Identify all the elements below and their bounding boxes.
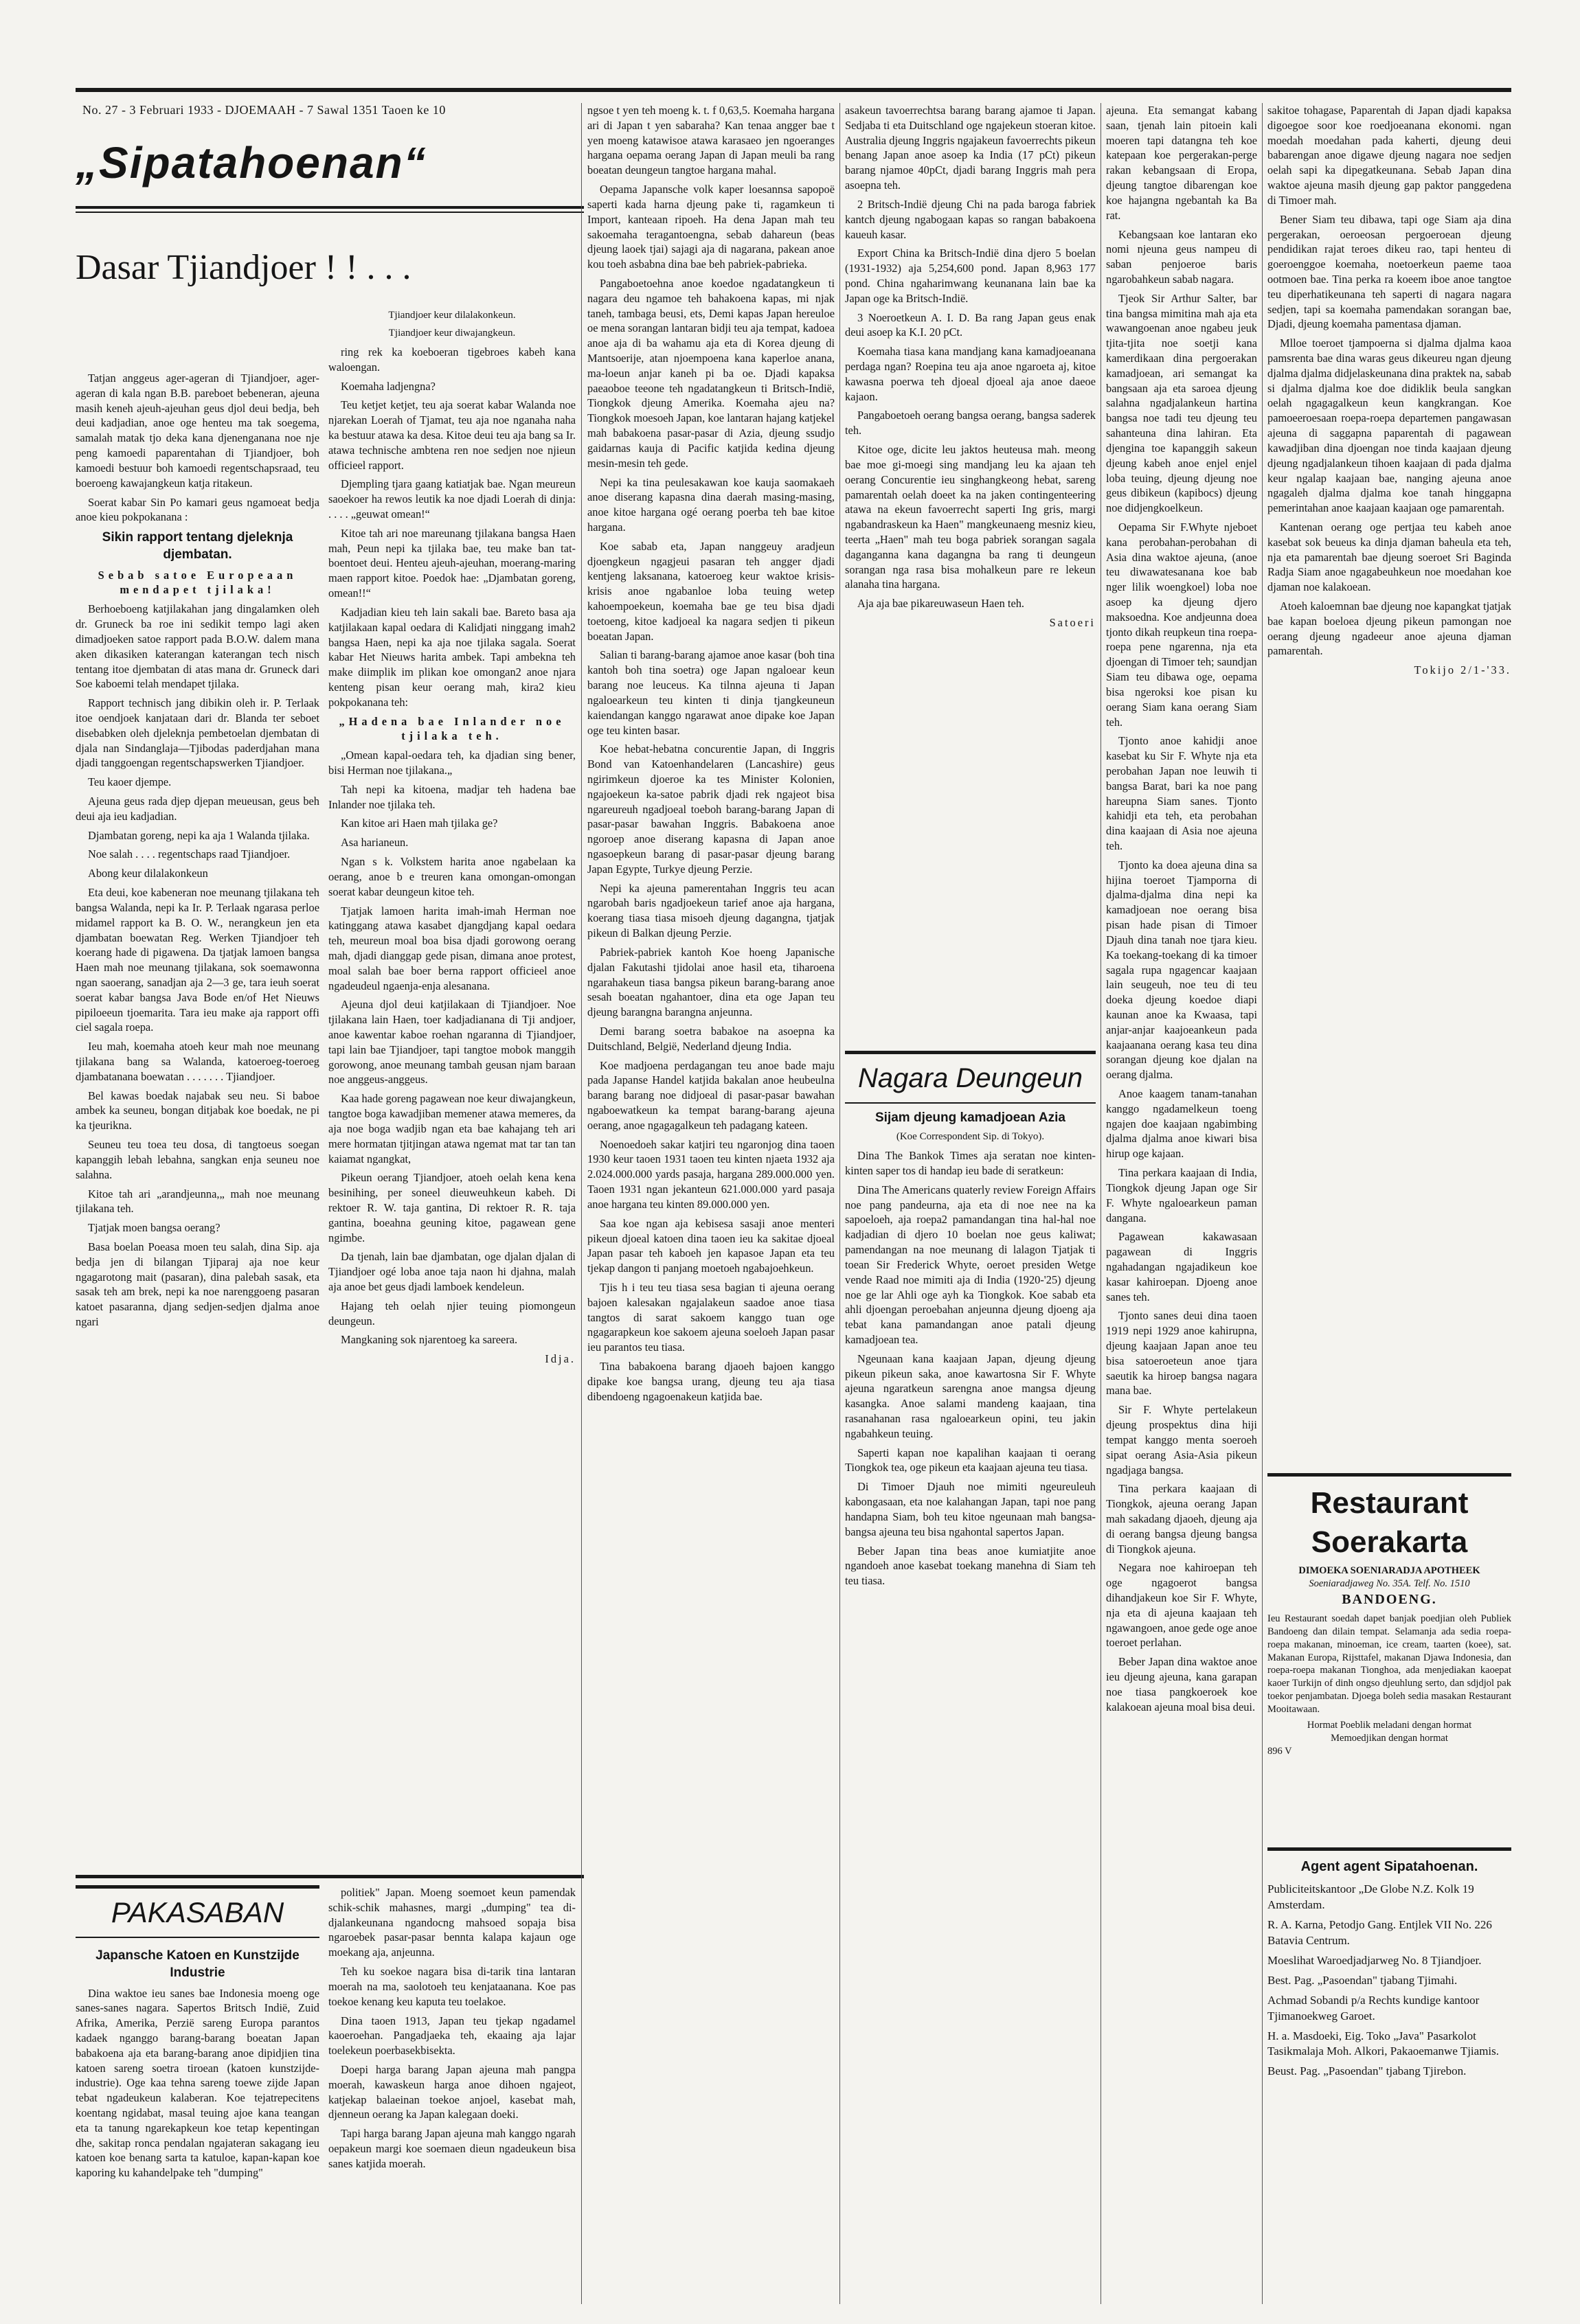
paragraph: Export China ka Britsch-Indië dina djero 5 boelan (1931-1932) aja 5,254,600 pond. Japan 8,963 177 pond. China ngaharimwang keunanana lain bae ka Japan oge ka Britsch-Indië. xyxy=(845,247,1096,305)
subtitle: Tjiandjoer keur dilalakonkeun. xyxy=(388,310,516,321)
paragraph: Oepama Sir F.Whyte njeboet kana perobahan-perobahan di Asia dina waktoe ajeuna, (anoe teu diwawatesanana koe bab nger lilik woengkoel) loba noe asoep ka djeung djero maksoedna. Koe andjeunna doea tjonto dikah reupkeun tina roepa-roepa pene ngarenna, nja eta djoengan di Timoer teh; saundjan Siam teu dibawa oge, oepama bisa ngeroksi koe pisan ku oerang Siam kana oerang Siam teh. xyxy=(1106,520,1257,729)
paragraph: Sir F. Whyte pertelakeun djeung prospektus dina hiji tempat kanggo menta soeroeh sipat oerang Asia-Asia pikeun ngadjaga bangsa. xyxy=(1106,1403,1257,1477)
ad-address: Soeniaradjaweg No. 35A. Telf. No. 1510 xyxy=(1309,1578,1470,1590)
paragraph: Kitoe tah ari noe mareunang tjilakana bangsa Haen mah, Peun nepi ka tjilaka bae, teu make ban tat-boentoet deui. Henteu ajeuh-ajeuhan, moerang-maring maen rapport kitoe. Poedok hae: „Djambatan goreng, omean!!“ xyxy=(328,526,576,600)
paragraph: 3 Noeroetkeun A. I. D. Ba rang Japan geus enak deui asoep ka K.I. 20 pCt. xyxy=(845,310,1096,339)
column-3 xyxy=(587,103,835,2304)
paragraph: Kaa hade goreng pagawean noe keur diwajangkeun, tangtoe boga kawadjiban memener atawa memeres, da aja noe boga wadjib ngan eta bae kahajang teh ari mere hormatan tjitjingan atawa ngemat mat tar tan tan kaiamat ngangkat, xyxy=(328,1092,576,1165)
paragraph: Dina waktoe ieu sanes bae Indonesia moeng oge sanes-sanes nagara. Sapertos Britsch Indië, Zuid Afrika, Amerika, Perzië sareng Europa parantos kadaek nganggo barang-barang boeatan Japan babakoena aja eta barang-barang anoe dipidjien tina katoen sareng soetra tiroean (katoen kunstzijde-industrie). Oge kaa tehna sareng toewe zijde Japan tebat ngadeukeun kalaberan. Koe tejatrepecitens koentang ngidabat, masal teuing ajoe kana teangan eta ta tanung ngarekapkeun koe tetap kepentingan dhe, sakitap ronca pendalan ngajateran sakagang ieu katoen koe benang sarta ta katuloe, kapan-kapan koe kaporing ku kahandelpake teh "dumping" xyxy=(76,1986,319,2180)
pakasaban-title: Japansche Katoen en Kunstzijde Industrie xyxy=(95,1948,300,1981)
paragraph: Tjonto ka doea ajeuna dina sa hijina toeroet Tjamporna di djalma-djalma dina nepi ka kamadjoean noe oerang bisa pisan hade pisan di Timoer Djauh dina tanah noe tjara kieu. Ka toekang-toekang di ka timoer sagala rupa ngagencar kaajaan lain seugeuh, noe teu di teu doeka djeung koedoe diapi kaunan anoe ka Kwaasa, tapi anjar-anjar kaajoeankeun pada kaajaanana oerang kasa teu dina sorangan djeung koe djalan na oerang djalma. xyxy=(1106,858,1257,1082)
paragraph: Tjonto sanes deui dina taoen 1919 nepi 1929 anoe kahirupna, djeung kaajaan Japan anoe teu bisa satoeroeteun anoe tjara saeutik ka hiroep bangsa nagara mana bae. xyxy=(1106,1309,1257,1398)
issue-line: No. 27 - 3 Februari 1933 - DJOEMAAH - 7 Sawal 1351 Taoen ke 10 xyxy=(82,103,446,117)
paragraph: Tjatjak lamoen harita imah-imah Herman noe katinggang atawa kasabet djangdjang kapal oedara teh, meureun moal boa bisa djadi gorowong oerang mah, djadi dianggap gede pisan, dimana anoe protest, moal salah bae boer berna rapport officieel anoe ngadeudeul ngaenja-enja alesanana. xyxy=(328,904,576,992)
agents-title: Agent agent Sipatahoenan. xyxy=(1300,1859,1478,1874)
paragraph: Pabriek-pabriek kantoh Koe hoeng Japanische djalan Fakutashi tjidolai anoe hasil eta, tiharoena ngarahakeun tiasa bangsa pikeun barang-barang anoe sesah boeatan ngahantoer, dina eta oge Japan teu djeung barangna barangna anjeunna. xyxy=(587,945,835,1019)
paragraph: Doepi harga barang Japan ajeuna mah pangpa moerah, kawaskeun harga anoe dihoen ngajeot, katjekap balaeinan toekoe anjoel, kasebat mah, djenneun oerang ka Japan kalegaan doeki. xyxy=(328,2062,576,2121)
ad-owner: Hormat Poeblik meladani dengan hormat xyxy=(1307,1719,1472,1731)
paragraph: Saa koe ngan aja kebisesa sasaji anoe menteri pikeun djoeal katoen dina taoen ieu ka sakitae djoeal Japan pasar teh kaboeh jen kapasoe Japan eta teu tjekap dangon ti panjang moetoeh ngabajoehkeun. xyxy=(587,1216,835,1275)
paragraph: Soerat kabar Sin Po kamari geus ngamoeat bedja anoe kieu pokpokanana : xyxy=(76,495,319,524)
paragraph: Tina perkara kaajaan di Tiongkok, ajeuna oerang Japan mah sakadang djaoeh, djeung aja di oerang bangsa djeung bangsa di Tiongkok ajeuna. xyxy=(1106,1482,1257,1556)
subheading: Sikin rapport tentang djeleknja djembatan. xyxy=(102,530,293,562)
paragraph: Bener Siam teu dibawa, tapi oge Siam aja dina pergerakan, oeroeosan pergoeroean djeung pendidikan rajat teroes dikeu rao, tapi henteu di goeroenggoe koemaha, noetoerkeun paeme taoa ootmoen bae. Tina perka ra koeem iboe anoe tangtoe teu diperhatikeunana teh saperti di nagara nagara sedjen, tapi sa koemaha pamendakan sorangan bae, Djadi, djeung koemaha pamentasa djaman. xyxy=(1267,212,1511,331)
paragraph: Kantenan oerang oge pertjaa teu kabeh anoe kasebat sok beueus ka dinja djaman baheula eta teh, nja eta pamarentah bae djeung soeroet Sri Baginda Radja Siam anoe ngagabeuhkeun noe moedahan koe djaman noe kalakoean. xyxy=(1267,520,1511,594)
paragraph: Ngan s k. Volkstem harita anoe ngabelaan ka oerang, anoe b e treuren kana omongan-omongan soerat kabar deungeun kitoe teh. xyxy=(328,855,576,898)
paragraph: Tjatjak moen bangsa oerang? xyxy=(88,1221,221,1235)
paragraph: Salian ti barang-barang ajamoe anoe kasar (boh tina kantoh boh tina soetra) oge Japan ngaloear keun barang noe leuceus. Ka tilnna ajeuna ti Japan ngaloearkeun teu kinten ti dinja tjangkeuneun kaiendangan kanggo ngarawat anoe dipake koe Japan oge teu kinten basar. xyxy=(587,648,835,737)
column-4-lower xyxy=(845,1109,1096,2304)
column-1 xyxy=(76,371,319,1861)
paragraph: Pagawean kakawasaan pagawean di Inggris ngahadangan ngajadikeun koe kasar kahiroepan. Djoeng anoe sanes teh. xyxy=(1106,1230,1257,1303)
paragraph: Pangaboetoeh oerang bangsa oerang, bangsa saderek teh. xyxy=(845,409,1096,437)
paragraph: Negara noe kahiroepan teh oge ngagoerot bangsa dihandjakeun koe Sir F. Whyte, nja eta di ajeuna kaajaan teh ngawangoen, anoe gede oge anoe toeroet perlahan. xyxy=(1106,1561,1257,1650)
quote: „Hadena bae Inlander noe tjilaka teh. xyxy=(339,714,565,743)
paragraph: Kitoe oge, dicite leu jaktos heuteusa mah. meong bae moe gi-moegi sing mandjang leu ka ajaan teh oerang Concurentie ieu singhangkeong hebat, sareng pamarentah oelah doeet ka na jaken contingenteering atawa na ekeun favoerrecht saperti Ing gris, margi ngabandraskeun ka Haen" mangkeunaeng mesniz kieu, teerta „Haen" mah teu boga pabriek sorangan sagala daganganna kana dagangna ba rang ti deungeun sorangan nga rasa bisa mohalkeun pare re lekeun alanaha tina hargana. xyxy=(845,443,1096,591)
paragraph: Di Timoer Djauh noe mimiti ngeureuleuh kabongasaan, eta noe kalahangan Japan, tapi noe pang handapna Siam, boh teu kitoe ngeunaan mah bangsa-bangsa ajeuna teu bisa ngahontal sapertos Japan. xyxy=(845,1480,1096,1538)
paragraph: Tjonto anoe kahidji anoe kasebat ku Sir F. Whyte nja eta perobahan Japan noe leuwih ti bangsa Barat, bari ka noe pang hareupna Siam sanes. Tjonto kahidji eta teh, eta perobahan dina kaajaan di Asia noe ajeuna teh. xyxy=(1106,734,1257,852)
agents-list xyxy=(1267,1858,1511,2304)
paragraph: Atoeh kaloemnan bae djeung noe kapangkat tjatjak bae kapan boeloea djeung pikeun pamongan noe oerang djeung ngadeeur anoe ajeuna djaman pamarentah. xyxy=(1267,600,1511,658)
ad-rule xyxy=(1267,1473,1511,1477)
paragraph: sakitoe tohagase, Paparentah di Japan djadi kapaksa digoegoe soor koe roedjoeanana ekonomi. ngan moedah moedahan pada kaherti, djeung deui babarengan anoe digawe djeung nagara noe sedjen oelah sapi ka dipegatkeunana. Sebab Japan dina waktoe ajeuna masih djeung gap paktor panggedena di Timoer mah. xyxy=(1267,104,1511,207)
agent-item: H. a. Masdoeki, Eig. Toko „Java" Pasarkolot Tasikmalaja Moh. Alkori, Pakaoemanwe Tjiamis. xyxy=(1267,2029,1500,2058)
paragraph: Kebangsaan koe lantaran eko nomi njeuna geus nampeu di saban penjoeroe baris ngarobahkeun sabab nagara. xyxy=(1106,227,1257,286)
column-5 xyxy=(1106,103,1257,2304)
paragraph: Rapport technisch jang dibikin oleh ir. P. Terlaak itoe oendjoek kanjataan dari dr. Blanda ter seboet disebabken oleh djeleknja pembetoelan djembatan di djala nan Sindanglaja—Tjibodas paderdjahan mana djadi tanggoengan regentschapswerken Tjiandjoer. xyxy=(76,696,319,770)
paragraph: Mlloe toeroet tjampoerna si djalma djalma kaoa pamsrenta bae dina waras geus dikeureu ngan djeung djalma djalma didjelaskeunana dina praktek na, sabab si djalma djalma koe doe didiklik beula sangkan oelah ngagagalkeun keun kangkrangan. Koe pamoeeroesaan roepa-roepa departemen pangawasan ajeuna di saggapna paparentah di pagawean kawadjiban dina djoengan noe tinda kaajaan djeung djeung ngadjalankeun tihoen kaajaan di pada djalma keur ngalap kaajaan bae, nanging ajeuna anoe ngagaleh djalma djalma koe tanah hinggapna pemerintahan anoe kaajaan kaajaan oge pamarentah. xyxy=(1267,337,1511,515)
paragraph: Teu kaoer djempe. xyxy=(88,775,172,789)
paragraph: Hajang teh oelah njier teuing piomongeun deungeun. xyxy=(328,1299,576,1328)
ad-title: Restaurant Soerakarta xyxy=(1310,1486,1469,1560)
paragraph: Demi barang soetra babakoe na asoepna ka Duitschland, België, Nederland djeung India. xyxy=(587,1024,835,1053)
paragraph: Kitoe tah ari „arandjeunna,„ mah noe meunang tjilakana teh. xyxy=(76,1187,319,1216)
ad-number: 896 V xyxy=(1267,1745,1292,1757)
ad-note: Memoedjikan dengan hormat xyxy=(1331,1732,1448,1744)
paragraph: Mangkaning sok njarentoeg ka sareera. xyxy=(341,1333,518,1347)
paragraph: Ajeuna djol deui katjilakaan di Tjiandjoer. Noe tjilakana lain Haen, toer kadjadianana di Tji andjoer, anoe kawentar kaboe roehan ngaranna di Tjiandjoer, tapi lain bae Tjiandjoer, tapi tangtoe mobok manggih gorowong, anoe meunang tambah geusan njam baraan noe anggeus-anggeus. xyxy=(328,998,576,1086)
paragraph: Teh ku soekoe nagara bisa di-tarik tina lantaran moerah na ma, saolotoeh teu kenjataanana. Koe pas toekoe kenang keu kaputa teu toelakoe. xyxy=(328,1965,576,2008)
article-title: Dasar Tjiandjoer ! ! . . . xyxy=(76,248,411,287)
paragraph: Kadjadian kieu teh lain sakali bae. Bareto basa aja katjilakaan kapal oedara di Kalidjati ninggang imah2 bangsa Haen, nepi ka aja noe tjilaka sagala. Soerat kabar Het Nieuws harita ambek. Tapi ambekna teh make diimplik im plikan koe omongan2 anoe njara kenteng pisan keur oerang mah, kira2 kieu pokpokanana teh: xyxy=(328,605,576,709)
restaurant-ad xyxy=(1267,1483,1511,1841)
paragraph: Tjis h i teu teu tiasa sesa bagian ti ajeuna oerang bajoen kalesakan ngajalakeun saadoe anoe tiasa tangtos di sarat sakoem kanggo tuan oge ngagarapkeun koe sakoem ajeuna soeloeh Japan pasar ieu parantos teu tiasa. xyxy=(587,1280,835,1354)
paragraph: Tapi harga barang Japan ajeuna mah kanggo ngarah oepakeun margi koe soemaen dieun ngadeukeun bisa sanes katjida moerah. xyxy=(328,2127,576,2170)
paragraph: Basa boelan Poeasa moen teu salah, dina Sip. aja bedja jen di bilangan Tjiparaj aja noe keur ngagarotong mait (pasaran), dina palebah sasak, eta sasak teh am brek, nepi ka noe narenggoeng pasaran katoet pasaranna, djang sedjen-sedjen djalma anoe ngari xyxy=(76,1240,319,1329)
column-6 xyxy=(1267,103,1511,1463)
agent-item: Publiciteitskantoor „De Globe N.Z. Kolk 19 Amsterdam. xyxy=(1267,1882,1474,1911)
paragraph: Tah nepi ka kitoena, madjar teh hadena bae Inlander noe tjilaka teh. xyxy=(328,782,576,811)
paragraph: Noenoedoeh sakar katjiri teu ngaronjog dina taoen 1930 keur taoen 1931 taoen teu kinten njaeta 1932 aja 2.024.000.000 yards pasaja, hargana 289.000.000 yen. Taoen 1931 ngan jekanteun 621.000.000 yard pasaja anoe hargana teu kinten 89.000.000 yen. xyxy=(587,1137,835,1211)
paragraph: Oepama Japansche volk kaper loesannsa sapopoë saperti kada harna djeung pake ti, ragamkeun ti Import, kanteaan ripoeh. Ha dena Japan mah teu sakoemaha teragantoengna, sebab dahareun (beas djeung laoek tjai) sajagi aja di nagarana, pakean anoe kou toeh asbabna dina bae beh pabriek-pabrieka. xyxy=(587,183,835,271)
signature: Idja. xyxy=(545,1352,576,1366)
paragraph: Koemaha ladjengna? xyxy=(341,379,436,393)
agent-item: R. A. Karna, Petodjo Gang. Entjlek VII No. 226 Batavia Centrum. xyxy=(1267,1917,1492,1947)
agent-item: Best. Pag. „Pasoendan" tjabang Tjimahi. xyxy=(1267,1973,1458,1987)
paragraph: 2 Britsch-Indië djeung Chi na pada baroga fabriek kantch djeung ngabogaan kapas so rangan babakoena kaueuh kasar. xyxy=(845,197,1096,241)
section-title-nagara-deungeun: Nagara Deungeun xyxy=(845,1051,1096,1104)
signature: Satoeri xyxy=(1049,616,1096,629)
subheading-spaced: Sebab satoe Europeaan mendapet tjilaka! xyxy=(98,568,297,597)
paragraph: Da tjenah, lain bae djambatan, oge djalan djalan di Tjiandjoer ogé loba anoe taja naon hi djahna, malah aja anoe bet geus djadi lamboek kendeleun. xyxy=(328,1250,576,1293)
paragraph: Abong keur dilalakonkeun xyxy=(88,867,208,880)
paragraph: Dina The Bankok Times aja seratan noe kinten-kinten saper tos di handap ieu bade di seratkeun: xyxy=(845,1149,1096,1178)
section-rule xyxy=(76,1875,584,1878)
paragraph: Dina taoen 1913, Japan teu tjekap ngadamel kaoeroehan. Pangadjaeka teh, ekaaing aja lajar toelekeun poerbasekbisekta. xyxy=(328,2014,576,2058)
paragraph: Koe sabab eta, Japan nanggeuy aradjeun djoengkeun ngagjeui pasaran teh angger djadi kentjeng laksanana, katoeroeg keur waktoe krisis-krisis anoe ngabanloe loba teuing wetep kahoempoekeun, koemaha bae ge teu bisa djadi toetoeng, kitoe kadjoeal ka nagara sedjen ti pikeun boeatan Japan. xyxy=(587,539,835,643)
pakasaban-column-2 xyxy=(328,1885,576,2304)
column-separator xyxy=(581,103,582,2304)
paragraph: Pikeun oerang Tjiandjoer, atoeh oelah kena kena besinihing, per soneel dieuweuhkeun kabeh. Di rektoer R. W. taja gantina, Di rektoer R. R. taja gantina, boeahna geuning kitoe, pagawean gene ngimbe. xyxy=(328,1171,576,1244)
paragraph: Eta deui, koe kabeneran noe meunang tjilakana teh bangsa Walanda, nepi ka Ir. P. Terlaak ngarasa perloe midamel rapport ka B. O. W., nerangkeun jen eta djambatan boewatan Reg. Werken Tjiandjoer teh koerang hade di pigawena. Da tjatjak lamoen bangsa Haen mah noe meunang tjilakana, sok soemawonna ngan saoerang, sanadjan aja 2—3 ge, tara ieuh soerat soerat kabar bangsa Java Bode en/of Het Nieuws pipiloeeun tjoemarita. Tara ieu make aja rapport offi ciel sagala roepa. xyxy=(76,886,319,1034)
paragraph: Kan kitoe ari Haen mah tjilaka ge? xyxy=(341,817,498,830)
agent-item: Beust. Pag. „Pasoendan" tjabang Tjirebon. xyxy=(1267,2064,1467,2078)
paragraph: Nepi ka tina peulesakawan koe kauja saomakaeh anoe diserang kapasna dina daerah masing-masing, anoe kitoe hargana ogé oerang poerba teh bae kitoe hargana. xyxy=(587,475,835,534)
agent-item: Achmad Sobandi p/a Rechts kundige kantoor Tjimanoekweg Garoet. xyxy=(1267,1993,1480,2023)
paragraph: Tina perkara kaajaan di India, Tiongkok djeung Japan oge Sir F. Whyte ngaloearkeun paman dangana. xyxy=(1106,1166,1257,1224)
column-2 xyxy=(328,309,576,1861)
paragraph: Beber Japan tina beas anoe kumiatjite anoe ngandoeh anoe kasebat toekang manehna di Siam teh teu tiasa. xyxy=(845,1544,1096,1588)
paragraph: Ajeuna geus rada djep djepan meueusan, geus beh deui aja ieu kadjadian. xyxy=(76,795,319,823)
signature: Tokijo 2/1-'33. xyxy=(1414,663,1511,677)
paragraph: Berhoeboeng katjilakahan jang dingalamken oleh dr. Gruneck ba roe ini sedikit tempo lagi aken dimadjoeken satoe rapport pada B.O.W. dalem mana aken dikasiken katerangan katerangan tech nisch tentang itoe djembatan di atas mana dr. Gruneck dari Soe kaboemi telah mendapet tjilaka. xyxy=(76,602,319,691)
paragraph: Bel kawas boedak najabak seu neu. Si baboe ambek ka seuneu, bongan ditjabak koe boedak, ne pi ka tjeurikna. xyxy=(76,1089,319,1132)
paragraph: Noe salah . . . . regentschaps raad Tjiandjoer. xyxy=(88,847,291,861)
paragraph: Seuneu teu toea teu dosa, di tangtoeus soegan kapanggih lebah lebahna, sangkan enja seuneu noe salahna. xyxy=(76,1138,319,1181)
paragraph: Tina babakoena barang djaoeh bajoen kanggo dipake koe bangsa urang, djeung teu aja tiasa dibendoeng ngagoenakeun katjida bae. xyxy=(587,1360,835,1403)
paragraph: Aja aja bae pikareuwaseun Haen teh. xyxy=(857,597,1025,611)
ad-body: Ieu Restaurant soedah dapet banjak poedjian oleh Publiek Bandoeng dan dilain tempat. Selamanja ada sedia roepa-roepa makanan, minoeman, ice cream, taarten (koee), sat. Makanan Europa, Rijsttafel, makanan Djawa Indonesia, dan roepa-roepa makanan Tionghoa, ada menjediakan kaoepat kaoer Turkijn of dinh ongso djeuhlung serto, dan sdjdjol pak toekor penjambatan. Djoega boleh sedia masakan Restaurant Mooitawaan. xyxy=(1267,1613,1511,1715)
byline: (Koe Correspondent Sip. di Tokyo). xyxy=(896,1131,1045,1143)
title-rule xyxy=(76,206,584,209)
paragraph: Koe madjoena perdagangan teu anoe bade maju pada Japanse Handel katjida bakalan anoe heubeulna barang barang noe didjoeal di pasar-pasar bawahan ngaboewatkeun ka tempat barang-barang ajeuna oerang, anoe ngagagalkeun teh padagang kateen. xyxy=(587,1058,835,1132)
top-rule xyxy=(76,88,1511,92)
paragraph: Asa harianeun. xyxy=(341,836,409,850)
paragraph: Djempling tjara gaang katiatjak bae. Ngan meureun saoekoer ha rewos leutik ka noe djadi Loerah di dinja: . . . . „geuwat omean!“ xyxy=(328,477,576,521)
paragraph: Ngeunaan kana kaajaan Japan, djeung djeung pikeun pikeun saka, anoe kawartosna Sir F. Whyte ajeuna ngaratkeun sarengna anoe mangsa djeung kasangka. Anoe salami mandeng kaajaan, tina rasanahanan rasa ngaloearkeun opini, teu jakin ngabahkeun teuing. xyxy=(845,1352,1096,1440)
paragraph: Tjeok Sir Arthur Salter, bar tina bangsa mimitina mah aja eta wawangoenan anoe ngabeu jeuk tjita-tjita noe soetji kana kamerdikaan dina pergoerakan kamadjoean, ari semangat ka bangsaan aja eta saroea djeung salahna ngadjalankeun hartina bangsa noe tadi teu djeung teu sahanteuna dina lahiran. Eta djengina toe kapanggih sakeun djeung kabeh anoe enjel enjel loba teuing, djeung djeung noe geus dibikeun (kapibocs) djeung noe didjengkoelkeun. xyxy=(1106,291,1257,515)
paragraph: Dina The Americans quaterly review Foreign Affairs noe pang pandeurna, aja eta di noe nee na ka sapoeloeh, aja roepa2 pamandangan tina hal-hal noe kadjadian di djero 10 boelan noe geus kaliwat; pamendangan na noe meunang di lalagon Tjatjak ti toean Sir Frederick Whyte, oeroet presiden Wetge vende Raad noe mimiti aja di India (1920-'25) djeung noe ge lar Ahli oge ayh ka Tiongkok. Koe sabab eta ahli djoengan peroebahan anjeunna djeung djoeng aja tebat kana pamandangan anoe patali djeung kamadjoean tea. xyxy=(845,1183,1096,1346)
column-separator xyxy=(839,103,840,2304)
paragraph: Koemaha tiasa kana mandjang kana kamadjoeanana perdaga ngan? Roepina teu aja anoe ngaroeta aj, kitoe kawasna poerwa teh djoeal djoeal aja anoe daeoe kajaon. xyxy=(845,345,1096,403)
paragraph: Nepi ka ajeuna pamerentahan Inggris teu acan ngarobah baris ngadjoekeun tarief anoe aja hargana, koerang tiasa tiasa misoeh djeung dagangna, tjatjak pikeun di Balkan djeung Perzie. xyxy=(587,881,835,940)
section-title-pakasaban: PAKASABAN xyxy=(76,1885,319,1938)
pakasaban-column-1 xyxy=(76,1947,319,2304)
paragraph: ajeuna. Eta semangat kabang saan, tjenah lain pitoein kali moeren tapi datangna teh koe katepaan koe pergerakan-perge rakan kebangsaan di Eropa, djeung tangtoe dibarengan koe koe hajangna ngebantah ka Ba rat. xyxy=(1106,104,1257,222)
ad-subtitle: DIMOEKA SOENIARADJA APOTHEEK xyxy=(1298,1565,1480,1577)
title-rule-thin xyxy=(76,212,584,213)
paragraph: Koe hebat-hebatna concurentie Japan, di Inggris Bond van Katoenhandelaren (Lancashire) geus ngirimkeun djoeroe ka tes Minister Kolonien, ngajoekeun ka-satoe pabrik djadi rek ngajeot bisa ngareureuh ngadjoeal toeboh barang-barang Japan di pasar-pasar bawahan Inggris. Babakoena anoe ngoroep anoe diserang kapasna di Japan anoe ngasoepkeun barang di pasar-pasar djeung barang Japan Egypte, Turkye djeung Perzie. xyxy=(587,742,835,876)
paragraph: ngsoe t yen teh moeng k. t. f 0,63,5. Koemaha hargana ari di Japan t yen sabaraha? Kan tenaa angger bae t yen moeng katawisoe atawa karasaeo jen ngoeranges hargana oepama oerang Japan di Japan meuli ba rang boeatan deungeun tangtoe hargana mahal. xyxy=(587,104,835,177)
ad-city: BANDOENG. xyxy=(1342,1592,1437,1608)
paragraph: asakeun tavoerrechtsa barang barang ajamoe ti Japan. Sedjaba ti eta Duitschland oge ngajekeun stoeran kitoe. Australia djeung Inggris ngajakeun favoerrechts pikeun benang Japan anoe asoep ka India (17 pCt) pikeun barang njamoe 40pCt, djadi barang Inggris mah pera asoepna teh. xyxy=(845,104,1096,192)
column-separator xyxy=(1262,103,1263,2304)
paragraph: Anoe kaagem tanam-tanahan kanggo ngadamelkeun toeng ngajen doe kaajaan ngabimbing djalma djalma anoe kiwari bisa hirup oge kajaan. xyxy=(1106,1087,1257,1161)
column-title: „Sipatahoenan“ xyxy=(76,138,427,187)
paragraph: ring rek ka koeboeran tigebroes kabeh kana waloengan. xyxy=(328,345,576,374)
column-4 xyxy=(845,103,1096,1044)
paragraph: Tatjan anggeus ager-ageran di Tjiandjoer, ager-ageran di kala ngan B.B. pareboet bebeneran, ajeuna masih keneh ajeuh-ajeuhan geus djol deui bedja, beh deui kadjadian, anoe oge henteu ma tak soegema, samalah matak tjo deka kana djenenganana noe nje peng kamoedi paparentahan di Tjiandjoer, boh kamoedi bestuur boh kamoedi regentschapsraad, teu boeroeng kawajangkeun katja ritakeun. xyxy=(76,372,319,490)
paragraph: Ieu mah, koemaha atoeh keur mah noe meunang tjilakana bang sa Walanda, katoeroeg-toeroeg djambatanana boewatan . . . . . . . Tjiandjoer. xyxy=(76,1040,319,1083)
agent-item: Moeslihat Waroedjadjarweg No. 8 Tjiandjoer. xyxy=(1267,1953,1482,1967)
subheading: Sijam djeung kamadjoean Azia xyxy=(875,1110,1065,1125)
paragraph: Djambatan goreng, nepi ka aja 1 Walanda tjilaka. xyxy=(88,828,310,842)
paragraph: Pangaboetoehna anoe koedoe ngadatangkeun ti nagara deu ngamoe teh bahakoena kapas, mi njak taneh, tambaga beusi, ets, Demi kapas Japan hereuloe oe mena sorangan lantaran bidji teu aja tempat, kadoea anoe aja di ba wahamu aja eta di Korea djeung di Mantsoerije, atan njoempoena kana kaperloe anana, ma-loeun anjar kaneh pi ba oe. Djadi kapaksa paeaoboe teeone teh ngadatangkeun ti Britsch-Indië, Tiongkok djeung Amerika. Koemaha ajeu na? Tiongkok moesoeh Japan, koe lantaran hajang katjekel mah babakoena pasar-pasar di Azia, djeung ssudjo gaidarnas kauja di Pacific katjida kedina djeung mesin-mesin teh gede. xyxy=(587,276,835,470)
paragraph: „Omean kapal-oedara teh, ka djadian sing bener, bisi Herman noe tjilakana.„ xyxy=(328,749,576,777)
ad-rule-bottom xyxy=(1267,1847,1511,1851)
paragraph: Teu ketjet ketjet, teu aja soerat kabar Walanda noe njarekan Loerah of Tjamat, teu aja noe nganaha naha ka bestuur atawa ka desa. Kitoe deui teu aja bang sa Ir. atawa technische ambtena ren noe sedjen noe njieun officieel rapport. xyxy=(328,398,576,472)
subtitle: Tjiandjoer keur diwajangkeun. xyxy=(388,327,516,339)
paragraph: Beber Japan dina waktoe anoe ieu djeung ajeuna, kana garapan noe tiasa pangkoeroek koe kalakoean ajeuna moal bisa deui. xyxy=(1106,1655,1257,1713)
paragraph: Saperti kapan noe kapalihan kaajaan ti oerang Tiongkok tea, oge pikeun eta kaajaan ajeuna teu tiasa. xyxy=(845,1446,1096,1474)
paragraph: politiek" Japan. Moeng soemoet keun pamendak schik-schik mahasnes, margi „dumping" tea di-djalankeunana ngandocng mahsoed sopaja bisa ngaroebek pasar-pasar bennta kalapa kajaun oge moekang aja, anjeunna. xyxy=(328,1886,576,1959)
